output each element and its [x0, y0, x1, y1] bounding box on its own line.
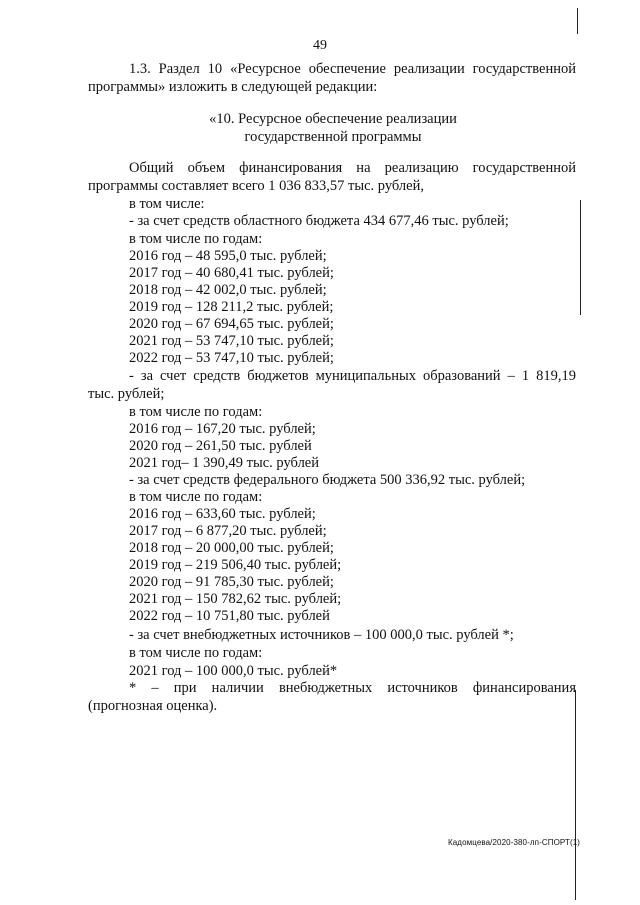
total-line-1: Общий объем финансирования на реализацию государственной — [129, 160, 576, 176]
regional-budget-header: - за счет средств областного бюджета 434 677,46 тыс. рублей; — [129, 213, 509, 229]
federal-year-2017: 2017 год – 6 877,20 тыс. рублей; — [129, 523, 327, 539]
municipal-year-2020: 2020 год – 261,50 тыс. рублей — [129, 438, 312, 454]
intro-line-1: 1.3. Раздел 10 «Ресурсное обеспечение реализации государственной — [129, 61, 576, 77]
federal-year-2018: 2018 год – 20 000,00 тыс. рублей; — [129, 540, 334, 556]
footnote-line-2: (прогнозная оценка). — [88, 698, 218, 714]
municipal-by-years-label: в том числе по годам: — [129, 404, 263, 420]
regional-by-years-label: в том числе по годам: — [129, 231, 263, 247]
regional-year-2017: 2017 год – 40 680,41 тыс. рублей; — [129, 265, 334, 281]
regional-year-2016: 2016 год – 48 595,0 тыс. рублей; — [129, 248, 327, 264]
extrabudget-by-years-label: в том числе по годам: — [129, 645, 263, 661]
federal-budget-header: - за счет средств федерального бюджета 500 336,92 тыс. рублей; — [129, 472, 526, 488]
municipal-budget-line-2: тыс. рублей; — [88, 386, 165, 402]
section-title-line-2: государственной программы — [244, 129, 422, 145]
extrabudget-header: - за счет внебюджетных источников – 100 000,0 тыс. рублей *; — [129, 627, 514, 643]
regional-year-2021: 2021 год – 53 747,10 тыс. рублей; — [129, 333, 334, 349]
municipal-year-2016: 2016 год – 167,20 тыс. рублей; — [129, 421, 316, 437]
federal-year-2019: 2019 год – 219 506,40 тыс. рублей; — [129, 557, 342, 573]
margin-line-top — [577, 8, 578, 34]
regional-year-2019: 2019 год – 128 211,2 тыс. рублей; — [129, 299, 334, 315]
federal-year-2022: 2022 год – 10 751,80 тыс. рублей — [129, 608, 330, 624]
section-title-line-1: «10. Ресурсное обеспечение реализации — [209, 111, 457, 127]
federal-year-2021: 2021 год – 150 782,62 тыс. рублей; — [129, 591, 342, 607]
federal-year-2016: 2016 год – 633,60 тыс. рублей; — [129, 506, 316, 522]
federal-year-2020: 2020 год – 91 785,30 тыс. рублей; — [129, 574, 334, 590]
regional-year-2018: 2018 год – 42 002,0 тыс. рублей; — [129, 282, 327, 298]
margin-line-bottom — [575, 690, 576, 900]
municipal-budget-line-1: - за счет средств бюджетов муниципальных образований – 1 819,19 — [129, 368, 576, 384]
extrabudget-year-2021: 2021 год – 100 000,0 тыс. рублей* — [129, 663, 338, 679]
margin-line-middle — [580, 200, 581, 315]
regional-year-2020: 2020 год – 67 694,65 тыс. рублей; — [129, 316, 334, 332]
total-line-2: программы составляет всего 1 036 833,57 тыс. рублей, — [88, 178, 424, 194]
intro-line-2: программы» изложить в следующей редакции: — [88, 79, 378, 95]
footnote-line-1: * – при наличии внебюджетных источников финансирования — [129, 680, 576, 696]
regional-year-2022: 2022 год – 53 747,10 тыс. рублей; — [129, 350, 334, 366]
federal-by-years-label: в том числе по годам: — [129, 489, 263, 505]
municipal-year-2021: 2021 год– 1 390,49 тыс. рублей — [129, 455, 320, 471]
document-code: Кадомцева/2020-380-лп-СПОРТ(1) — [448, 838, 581, 847]
in-total-label: в том числе: — [129, 196, 205, 212]
page-number: 49 — [313, 38, 327, 53]
